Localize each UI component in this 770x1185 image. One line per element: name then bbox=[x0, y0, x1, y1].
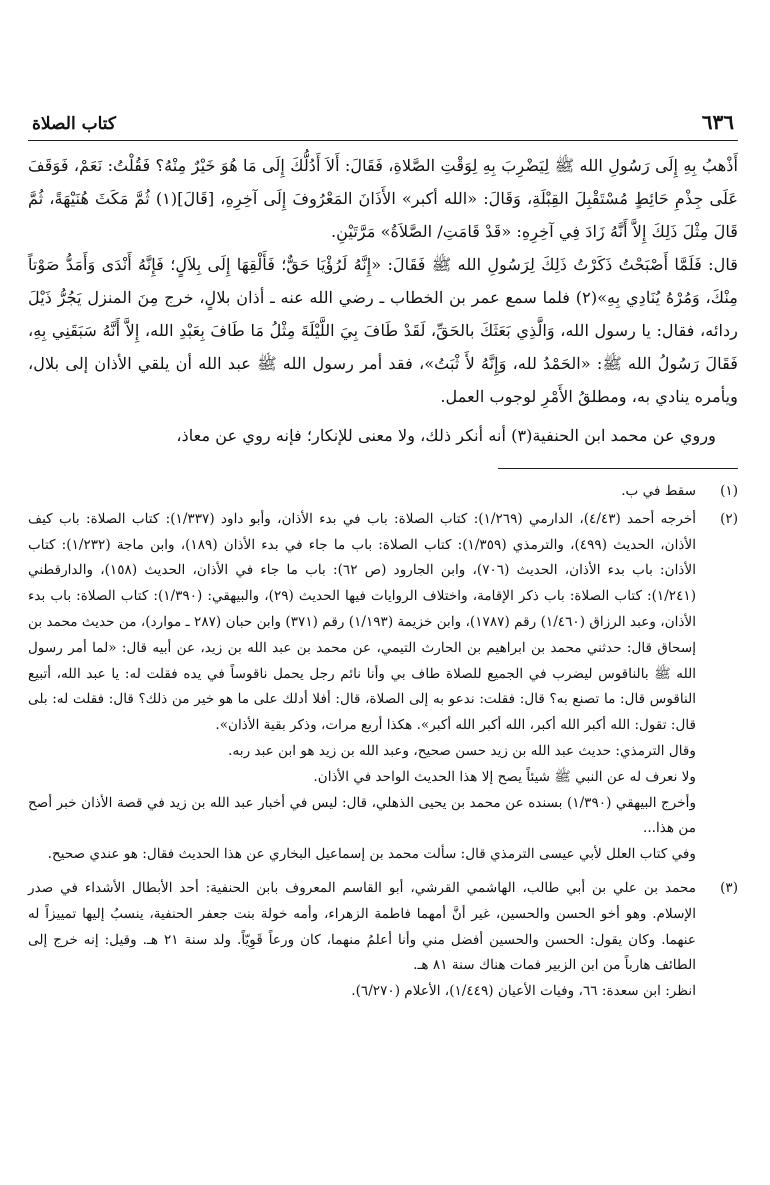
footnote-line: ولا نعرف له عن النبي ﷺ شيئاً يصح إلا هذا الحديث الواحد في الأذان. bbox=[313, 768, 696, 785]
page-header bbox=[28, 110, 738, 141]
page-number: ٦٣٦ bbox=[701, 110, 734, 134]
book-title: كتاب الصلاة bbox=[32, 114, 117, 134]
footnote-line: محمد بن علي بن أبي طالب، الهاشمي القرشي، أبو القاسم المعروف بابن الحنفية: أحد الأبطال الأشداء في صدر الإسلام. وهو أخو الحسن والحسين، غير أنَّ أمهما فاطمة الزهراء، وأمه خولة بنت جعفر الحنفية، ينسبُ إليها تمييزاً له عنهما. وكان يقول: الحسن والحسين أفضل مني وأنا أعلمُ منهما، كان ورعاً قَوِيّاً. ولد سنة ٢١ هـ. وقيل: إنه خرج إلى الطائف هارباً من ابن الزبير فمات هناك سنة ٨١ هـ. bbox=[28, 879, 696, 974]
footnote-text bbox=[28, 507, 696, 868]
footnote-number: (٣) bbox=[720, 879, 738, 896]
footnote-line: انظر: ابن سعدة: ٦٦، وفيات الأعيان (١/٤٤٩)، الأعلام (٦/٢٧٠). bbox=[351, 983, 696, 1000]
paragraph-1: أَذْهبُ بِهِ إِلَى رَسُولِ الله ﷺ لِيَضْرِبَ بِهِ لِوَقْتِ الصَّلاةِ، فَقَالَ: أَلاَ أَدُلُّكَ إِلَى مَا هُوَ خَيْرٌ مِنْهُ؟ فَقُلْتُ: نَعَمْ، فَوَقَفَ عَلَى جِذْمِ حَائِطٍ مُسْتَقْبِلَ القِبْلَةِ، وَقَالَ: «الله أكبر» الأَذَانَ المَعْرُوفَ إِلَى آخِرِهِ، [قَالَ](١) ثُمَّ مَكَثَ هُنَيْهَةً، ثُمَّ قَالَ مِثْلَ ذَلِكَ إِلاَّ أَنَّهُ زَادَ فِي آخِرِهِ: «قَدْ قَامَتِ/ الصَّلاَةُ» مَرَّتَيْنِ. bbox=[28, 156, 738, 241]
footnote-line: وقال الترمذي: حديث عبد الله بن زيد حسن صحيح، وعبد الله بن زيد هو ابن عبد ربه. bbox=[228, 742, 696, 759]
footnote-line: وفي كتاب العلل لأبي عيسى الترمذي قال: سألت محمد بن إسماعيل البخاري عن هذا الحديث فقال: هو عندي صحيح. bbox=[47, 846, 696, 863]
footnote-2 bbox=[28, 507, 738, 868]
footnote-text bbox=[28, 479, 696, 505]
footnote-line: سقط في ب. bbox=[621, 483, 696, 499]
footnote-line: وأخرج البيهقي (١/٣٩٠) بسنده عن محمد بن يحيى الذهلي، قال: ليس في أخبار عبد الله بن زيد في قصة الأذان خبر أصح من هذا... bbox=[28, 794, 697, 837]
footnote-1 bbox=[28, 479, 738, 505]
paragraph-2: قال: فَلَمَّا أَصْبَحْتُ ذَكَرْتُ ذَلِكَ لِرَسُولِ الله ﷺ فَقَالَ: «إِنَّهُ لَرُؤْيَا حَقٌّ؛ فَأَلْقِهَا إِلَى بِلاَلٍ؛ فَإِنَّهُ أَنْدَى وَأَمَدُّ صَوْتاً مِنْكَ، وَمُرْهُ يُنَادِي بِهِ»(٢) فلما سمع عمر بن الخطاب ـ رضي الله عنه ـ أذان بلالٍ، خرج مِنَ المنزل يَجُرُّ ذَيْلَ ردائه، فقال: يا رسول الله، وَالَّذِي بَعَثَكَ بالحَقِّ، لَقَدْ طَافَ بِيَ اللَّيْلَةَ مِثْلُ مَا طَافَ بِعَبْدِ الله، إِلاَّ أَنَّهُ سَبَقَنِي بِهِ، فَقَالَ رَسُولُ الله ﷺ: «الحَمْدُ لله، وَإِنَّهُ لأَ ثْبَتُ»، فقد أمر رسول الله ﷺ عبد الله أن يلقي الأذان إلى بلال، ويأمره ينادي به، ومطلقُ الأَمْرِ لوجوب العمل. bbox=[28, 255, 738, 406]
footnote-3 bbox=[28, 876, 738, 1005]
footnote-number: (٢) bbox=[720, 510, 738, 527]
footnote-text bbox=[28, 876, 696, 1005]
footnote-number: (١) bbox=[720, 483, 738, 499]
footnotes bbox=[28, 479, 738, 1005]
paragraph-3: وروي عن محمد ابن الحنفية(٣) أنه أنكر ذلك، ولا معنى للإنكار؛ فإنه روي عن معاذ، bbox=[176, 426, 716, 445]
main-text bbox=[28, 149, 738, 452]
footnote-separator bbox=[498, 468, 738, 469]
footnote-line: أخرجه أحمد (٤/٤٣)، الدارمي (١/٢٦٩): كتاب الصلاة: باب في بدء الأذان، وأبو داود (١/٣٣٧): كتاب الصلاة: باب كيف الأذان، الحديث (٤٩٩)، والترمذي (١/٣٥٩): كتاب الصلاة: باب ما جاء في بدء الأذان (١٨٩)، وابن ماجة (١/٢٣٢): كتاب الأذان: باب بدء الأذان، الحديث (٧٠٦)، وابن الجارود (ص ٦٢): باب ما جاء في الأذان، الحديث (١٥٨)، والدارقطني (١/٢٤١): كتاب الصلاة: باب ذكر الإقامة، واختلاف الروايات فيها الحديث (٢٩)، والبيهقي: (١/٣٩٠): كتاب الصلاة: باب بدء الأذان، وعبد الرزاق (١/٤٦٠) رقم (١٧٨٧)، وابن خزيمة (١/١٩٣) رقم (٣٧١) وابن حبان (٢٨٧ ـ موارد)، من حديث محمد بن إسحاق قال: حدثني محمد بن ابراهيم بن الحارث التيمي، عن محمد بن عبد الله بن زيد، عن أبيه قال: «لما أمر رسول الله ﷺ بالناقوس ليضرب في الجميع للصلاة طاف بي وأنا نائم رجل يحمل ناقوساً في يده فقلت له: يا عبد الله، أتبيع الناقوس قال: ما تصنع به؟ قال: فقلت: ندعو به إلى الصلاة، قال: أفلا أدلك على ما هو خير من ذلك؟ قال: فقلت له: بلى قال: تقول: الله أكبر الله أكبر، الله أكبر الله أكبر». هكذا أربع مرات، وذكر بقية الأذان». bbox=[28, 510, 697, 734]
